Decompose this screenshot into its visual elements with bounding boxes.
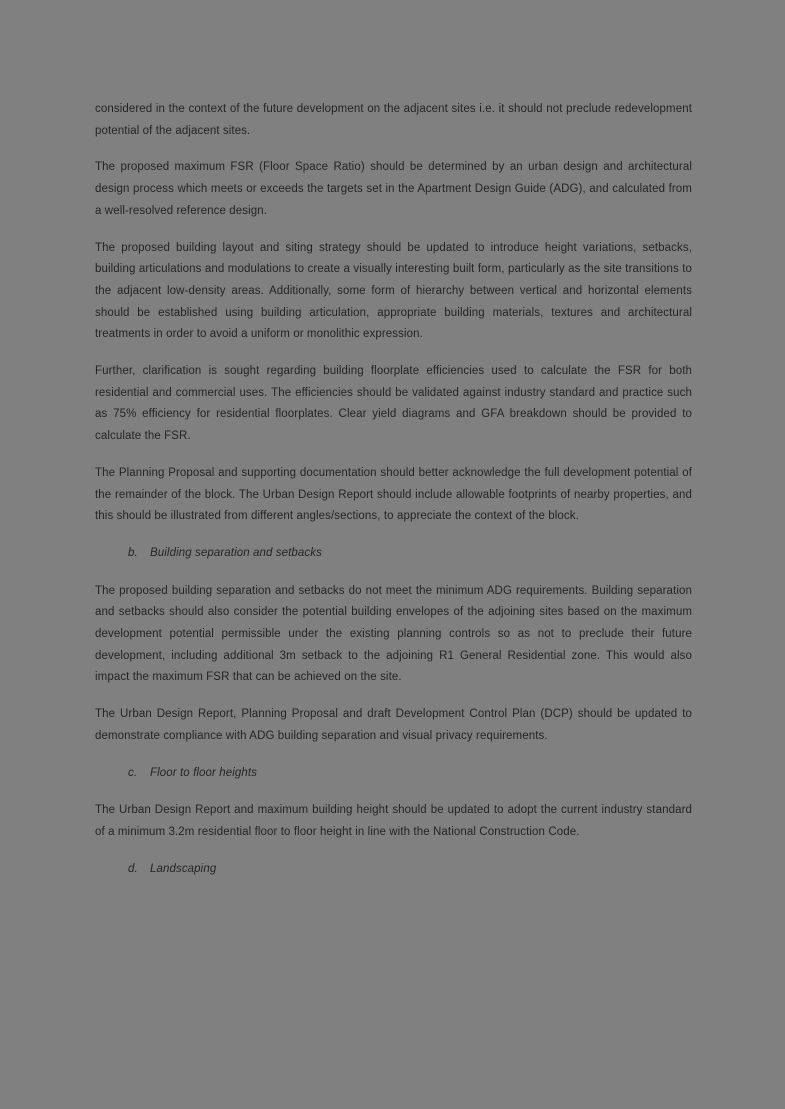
sub-heading-text: Building separation and setbacks — [150, 546, 322, 559]
sub-heading-text: Landscaping — [150, 862, 217, 875]
paragraph-floor-height-standard: The Urban Design Report and maximum building height should be updated to adopt the current industry standard of a minimum 3.2m residential floor to floor height in line with the National Construction Code. — [95, 804, 692, 838]
sub-heading-b-building-separation — [128, 543, 692, 565]
list-marker-b: b. — [128, 546, 138, 559]
list-marker-d: d. — [128, 862, 138, 875]
paragraph-floorplate-efficiencies: Further, clarification is sought regarding building floorplate efficiencies used to calculate the FSR for both residential and commercial uses. The efficiencies should be validated against industry standard and practice such as 75% efficiency for residential floorplates. Clear yield diagrams and GFA breakdown should be provided to calculate the FSR. — [95, 365, 692, 443]
paragraph-separation-setbacks: The proposed building separation and setbacks do not meet the minimum ADG requirements. Building separation and setbacks should also consider the potential building envelopes of the adjoining sites based on the maximum development potential permissible under the existing planning controls so as not to preclude their future development, including additional 3m setback to the adjoining R1 General Residential zone. This would also impact the maximum FSR that can be achieved on the site. — [95, 584, 692, 684]
paragraph-dcp-compliance: The Urban Design Report, Planning Proposal and draft Development Control Plan (DCP) should be updated to demonstrate compliance with ADG building separation and visual privacy requirements. — [95, 708, 692, 742]
paragraph-building-layout: The proposed building layout and siting strategy should be updated to introduce height variations, setbacks, building articulations and modulations to create a visually interesting built form, particularly as the site transitions to the adjacent low-density areas. Additionally, some form of hierarchy between vertical and horizontal elements should be established using building articulation, appropriate building materials, textures and architectural treatments in order to avoid a uniform or monolithic expression. — [95, 241, 692, 341]
list-marker-c: c. — [128, 766, 138, 779]
sub-heading-d-landscaping — [128, 859, 692, 881]
paragraph-adjacent-sites: considered in the context of the future development on the adjacent sites i.e. it should not preclude redevelopment potential of the adjacent sites. — [95, 103, 692, 137]
paragraph-max-fsr: The proposed maximum FSR (Floor Space Ratio) should be determined by an urban design and architectural design process which meets or exceeds the targets set in the Apartment Design Guide (ADG), and calculated from a well-resolved reference design. — [95, 161, 692, 217]
sub-heading-c-floor-heights — [128, 763, 692, 785]
sub-heading-text: Floor to floor heights — [150, 766, 258, 779]
paragraph-planning-proposal: The Planning Proposal and supporting documentation should better acknowledge the full development potential of the remainder of the block. The Urban Design Report should include allowable footprints of nearby properties, and this should be illustrated from different angles/sections, to appreciate the context of the block. — [95, 466, 692, 523]
document-page — [95, 0, 692, 896]
